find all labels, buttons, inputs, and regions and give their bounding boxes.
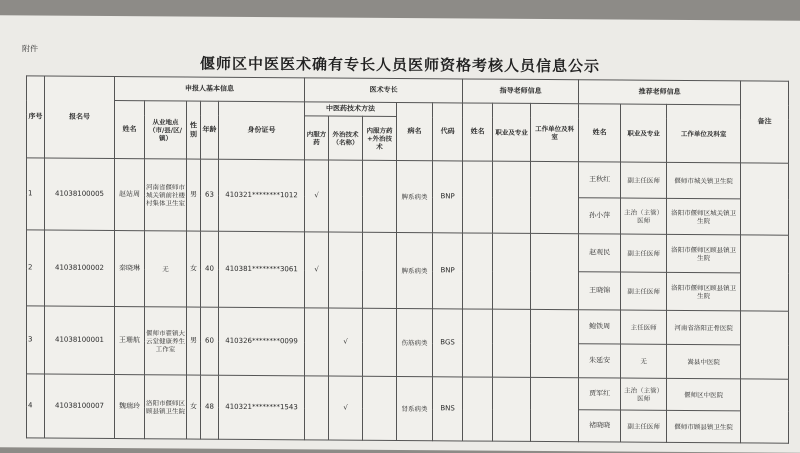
cell-mentor-workplace — [531, 309, 579, 377]
cell-external — [329, 232, 363, 308]
cell-rec-title: 主治（主管）医师 — [621, 198, 667, 234]
cell-mentor-workplace — [531, 233, 579, 309]
cell-mentor-workplace — [531, 377, 579, 441]
cell-code: BNP — [433, 233, 463, 309]
cell-reg-no: 41038100007 — [45, 374, 115, 438]
cell-mentor-name — [463, 161, 493, 233]
cell-code: BGS — [433, 309, 463, 377]
cell-location: 河南省偃师市城关镇前社楼村集体卫生室 — [145, 159, 187, 231]
cell-seq: 3 — [27, 306, 45, 374]
cell-mentor-name — [463, 377, 493, 441]
cell-rec-title: 无 — [621, 344, 667, 378]
cell-external: √ — [329, 376, 363, 440]
cell-rec-name: 赵观民 — [579, 234, 621, 272]
header-mentor-workplace: 工作单位及科室 — [531, 103, 579, 161]
header-mentor-title: 职业及专业 — [493, 103, 531, 161]
header-reg-no: 报名号 — [45, 76, 115, 158]
cell-remarks — [741, 379, 789, 443]
cell-location: 偃师市翟镇大云堂健康养生工作室 — [145, 307, 187, 375]
header-tcm-methods: 中医药技术方法 — [305, 102, 397, 117]
cell-rec-workplace: 洛阳市偃师区城关镇卫生院 — [667, 198, 741, 235]
cell-combined — [363, 308, 397, 376]
cell-combined — [363, 160, 397, 232]
cell-internal — [305, 308, 329, 376]
cell-seq: 4 — [27, 374, 45, 438]
cell-code: BNP — [433, 161, 463, 233]
cell-rec-title: 副主任医师 — [621, 162, 667, 198]
cell-age: 48 — [201, 375, 219, 439]
header-expertise-group: 医术专长 — [305, 78, 463, 103]
cell-external: √ — [329, 308, 363, 376]
cell-remarks — [741, 311, 789, 379]
cell-rec-workplace: 嵩县中医院 — [667, 344, 741, 379]
table-row — [27, 306, 789, 345]
header-internal: 内服方药 — [305, 116, 329, 160]
cell-internal — [305, 376, 329, 440]
cell-age: 63 — [201, 159, 219, 231]
header-code: 代码 — [433, 103, 463, 161]
cell-remarks — [741, 163, 789, 235]
cell-internal: √ — [305, 160, 329, 232]
cell-rec-workplace: 偃师市顾县镇卫生院 — [667, 410, 741, 443]
cell-id-no: 410381********3061 — [219, 231, 305, 308]
cell-mentor-workplace — [531, 161, 579, 233]
cell-rec-workplace: 偃师市城关镇卫生院 — [667, 162, 741, 199]
table-row — [27, 230, 789, 273]
header-mentor-group: 指导老师信息 — [463, 79, 579, 104]
cell-remarks — [741, 235, 789, 311]
cell-rec-name: 朱延安 — [579, 344, 621, 378]
cell-mentor-title — [493, 233, 531, 309]
cell-code: BNS — [433, 377, 463, 441]
header-name: 姓名 — [115, 101, 145, 159]
cell-internal: √ — [305, 232, 329, 308]
header-seq: 序号 — [27, 76, 45, 158]
cell-rec-title: 主治（主管）医师 — [621, 378, 667, 410]
cell-mentor-title — [493, 161, 531, 233]
cell-disease: 肾系病类 — [397, 376, 433, 440]
cell-gender: 女 — [187, 375, 201, 439]
cell-rec-title: 副主任医师 — [621, 410, 667, 442]
cell-rec-name: 王晓锦 — [579, 272, 621, 310]
header-remarks: 备注 — [741, 81, 789, 163]
header-practice-location: 从业地点（市/县/区/镇） — [145, 101, 187, 159]
page-title: 偃师区中医医术确有专长人员医师资格考核人员信息公示 — [199, 54, 600, 76]
cell-gender: 男 — [187, 307, 201, 375]
cell-location: 无 — [145, 231, 187, 307]
cell-id-no: 410326********0099 — [219, 307, 305, 376]
cell-rec-title: 副主任医师 — [621, 272, 667, 310]
header-mentor-name: 姓名 — [463, 103, 493, 161]
header-rec-name: 姓名 — [579, 104, 621, 162]
cell-reg-no: 41038100005 — [45, 158, 115, 230]
cell-rec-workplace: 洛阳市偃师区顾县镇卫生院 — [667, 272, 741, 311]
cell-mentor-title — [493, 377, 531, 441]
cell-rec-title: 副主任医师 — [621, 234, 667, 272]
cell-external — [329, 160, 363, 232]
cell-rec-name: 孙小萍 — [579, 198, 621, 234]
header-external: 外治技术（名称） — [329, 116, 363, 160]
table-row — [27, 374, 789, 411]
cell-rec-title: 主任医师 — [621, 310, 667, 344]
cell-rec-name: 贾军红 — [579, 378, 621, 410]
cell-disease: 脾系病类 — [397, 232, 433, 308]
cell-gender: 男 — [187, 159, 201, 231]
cell-id-no: 410321********1543 — [219, 375, 305, 440]
header-id-no: 身份证号 — [219, 101, 305, 160]
cell-rec-workplace: 偃师区中医院 — [667, 378, 741, 411]
cell-id-no: 410321********1012 — [219, 159, 305, 232]
cell-mentor-name — [463, 309, 493, 377]
cell-gender: 女 — [187, 231, 201, 307]
cell-reg-no: 41038100002 — [45, 230, 115, 306]
cell-seq: 1 — [27, 158, 45, 230]
cell-location: 洛阳市偃师区顾县镇卫生院 — [145, 375, 187, 439]
header-gender: 性别 — [187, 101, 201, 159]
header-rec-title: 职业及专业 — [621, 104, 667, 162]
cell-name: 魏瑞玲 — [115, 375, 145, 439]
cell-rec-workplace: 洛阳市偃师区顾县镇卫生院 — [667, 234, 741, 273]
document-sheet — [0, 15, 800, 453]
cell-name: 秦晓琳 — [115, 231, 145, 307]
cell-combined — [363, 232, 397, 308]
header-combined: 内服方药+外治技术 — [363, 116, 397, 160]
cell-name: 赵站周 — [115, 159, 145, 231]
cell-name: 王珊航 — [115, 307, 145, 375]
cell-rec-name: 王秋红 — [579, 162, 621, 198]
header-age: 年龄 — [201, 101, 219, 159]
cell-age: 40 — [201, 231, 219, 307]
cell-reg-no: 41038100001 — [45, 306, 115, 374]
cell-rec-name: 鲍铁周 — [579, 310, 621, 344]
cell-disease: 伤筋病类 — [397, 308, 433, 376]
cell-combined — [363, 376, 397, 440]
header-rec-workplace: 工作单位及科室 — [667, 104, 741, 163]
header-recommender-group: 推荐老师信息 — [579, 80, 741, 105]
cell-seq: 2 — [27, 230, 45, 306]
cell-disease: 脾系病类 — [397, 160, 433, 232]
cell-age: 60 — [201, 307, 219, 375]
header-disease: 病名 — [397, 102, 433, 160]
info-table — [26, 75, 789, 443]
cell-mentor-title — [493, 309, 531, 377]
table-row — [27, 158, 789, 199]
cell-mentor-name — [463, 233, 493, 309]
attachment-label: 附件 — [22, 44, 38, 54]
header-applicant-group: 申报人基本信息 — [115, 77, 305, 102]
cell-rec-name: 褚晓晓 — [579, 410, 621, 442]
cell-rec-workplace: 河南省洛阳正骨医院 — [667, 310, 741, 345]
